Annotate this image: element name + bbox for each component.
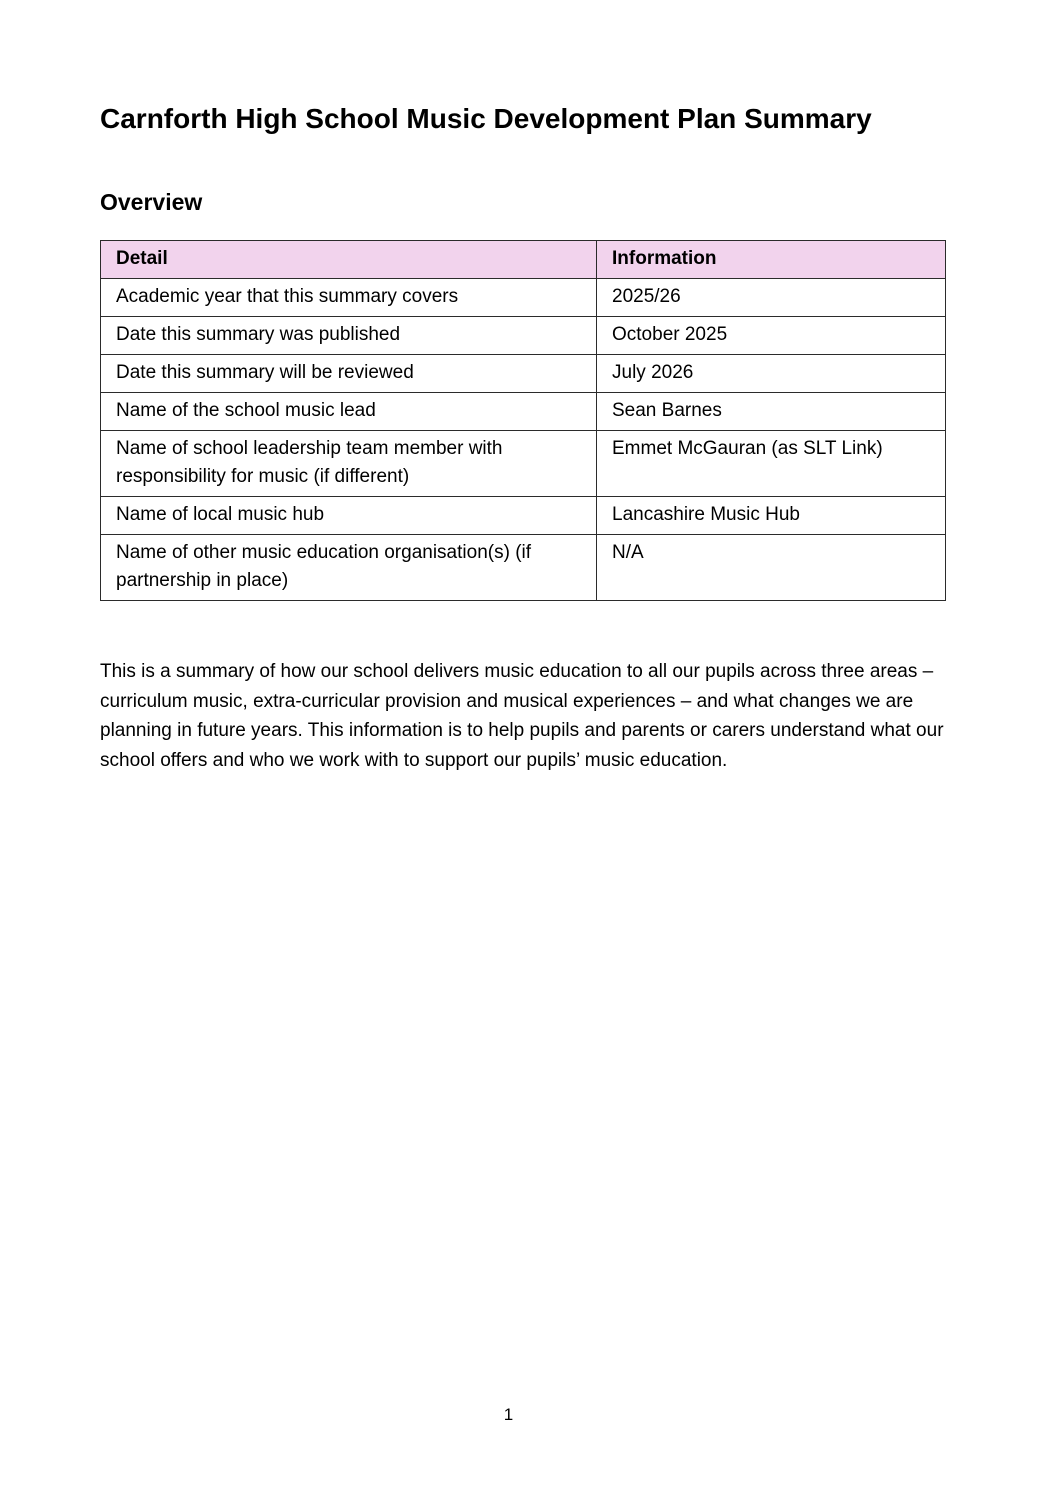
- table-row: [101, 355, 946, 393]
- information-cell: Emmet McGauran (as SLT Link): [597, 431, 946, 497]
- information-cell: 2025/26: [597, 279, 946, 317]
- section-heading-overview: Overview: [100, 189, 203, 215]
- summary-paragraph: This is a summary of how our school delivers music education to all our pupils across three areas – curriculum music, extra-curricular provision and musical experiences – and what changes we are planning in future years. This information is to help pupils and parents or carers understand what our school offers and who we work with to support our pupils’ music education.: [100, 661, 944, 771]
- column-header-detail: Detail: [101, 241, 597, 279]
- detail-cell: Name of local music hub: [101, 497, 597, 535]
- detail-cell: Name of school leadership team member with responsibility for music (if different): [101, 431, 597, 497]
- detail-cell: Academic year that this summary covers: [101, 279, 597, 317]
- information-cell: July 2026: [597, 355, 946, 393]
- table-row: [101, 535, 946, 601]
- table-header-row: [101, 241, 946, 279]
- page-number: 1: [503, 1405, 514, 1424]
- document-page: [100, 0, 945, 775]
- table-row: [101, 393, 946, 431]
- page-title: Carnforth High School Music Development Plan Summary: [100, 103, 872, 134]
- information-cell: October 2025: [597, 317, 946, 355]
- table-row: [101, 279, 946, 317]
- detail-cell: Date this summary was published: [101, 317, 597, 355]
- column-header-information: Information: [597, 241, 946, 279]
- detail-cell: Date this summary will be reviewed: [101, 355, 597, 393]
- table-row: [101, 317, 946, 355]
- detail-cell: Name of other music education organisation(s) (if partnership in place): [101, 535, 597, 601]
- information-cell: Lancashire Music Hub: [597, 497, 946, 535]
- table-row: [101, 497, 946, 535]
- overview-table: [100, 240, 946, 601]
- information-cell: N/A: [597, 535, 946, 601]
- table-row: [101, 431, 946, 497]
- detail-cell: Name of the school music lead: [101, 393, 597, 431]
- information-cell: Sean Barnes: [597, 393, 946, 431]
